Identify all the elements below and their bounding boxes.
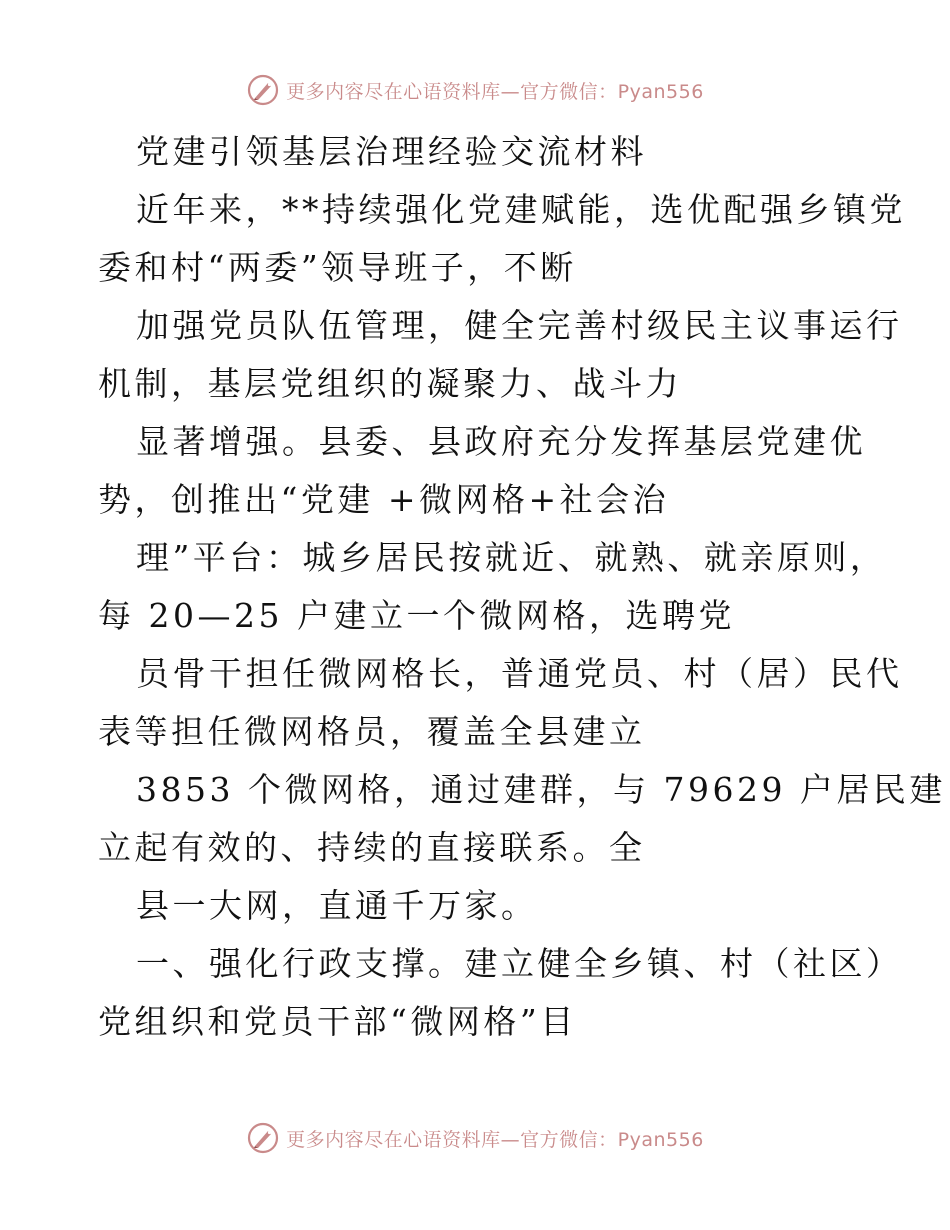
paragraph-line: 委和村“两委”领导班子，不断 xyxy=(98,248,577,287)
paragraph-line: 机制，基层党组织的凝聚力、战斗力 xyxy=(98,364,682,403)
logo-pen-icon xyxy=(246,1121,280,1155)
paragraph-line: 显著增强。县委、县政府充分发挥基层党建优 xyxy=(136,422,866,461)
watermark-text: 更多内容尽在心语资料库—官方微信：Pyan556 xyxy=(286,1128,704,1151)
paragraph-line: 3853 个微网格，通过建群，与 79629 户居民建 xyxy=(136,770,946,809)
paragraph-line: 加强党员队伍管理，健全完善村级民主议事运行 xyxy=(136,306,903,345)
paragraph-line: 表等担任微网格员，覆盖全县建立 xyxy=(98,712,646,751)
paragraph-line: 立起有效的、持续的直接联系。全 xyxy=(98,828,646,867)
document-body xyxy=(98,123,946,1051)
logo-pen-icon xyxy=(246,73,280,107)
watermark-text: 更多内容尽在心语资料库—官方微信：Pyan556 xyxy=(286,80,704,103)
paragraph-line: 员骨干担任微网格长，普通党员、村（居）民代 xyxy=(136,654,903,693)
paragraph-line: 近年来，**持续强化党建赋能，选优配强乡镇党 xyxy=(136,190,906,229)
watermark-group xyxy=(246,1121,704,1155)
paragraph-line: 势，创推出“党建 +微网格+社会治 xyxy=(98,480,670,519)
watermark-group xyxy=(246,73,704,107)
watermark-header xyxy=(0,70,950,110)
paragraph-line: 理”平台：城乡居民按就近、就熟、就亲原则， xyxy=(136,538,887,577)
paragraph-line: 党组织和党员干部“微网格”目 xyxy=(98,1002,577,1041)
paragraph-line: 每 20—25 户建立一个微网格，选聘党 xyxy=(98,596,735,635)
document-title: 党建引领基层治理经验交流材料 xyxy=(136,132,647,171)
paragraph-line: 县一大网，直通千万家。 xyxy=(136,886,538,925)
watermark-footer xyxy=(0,1118,950,1158)
section-heading-line: 一、强化行政支撑。建立健全乡镇、村（社区） xyxy=(136,944,903,983)
